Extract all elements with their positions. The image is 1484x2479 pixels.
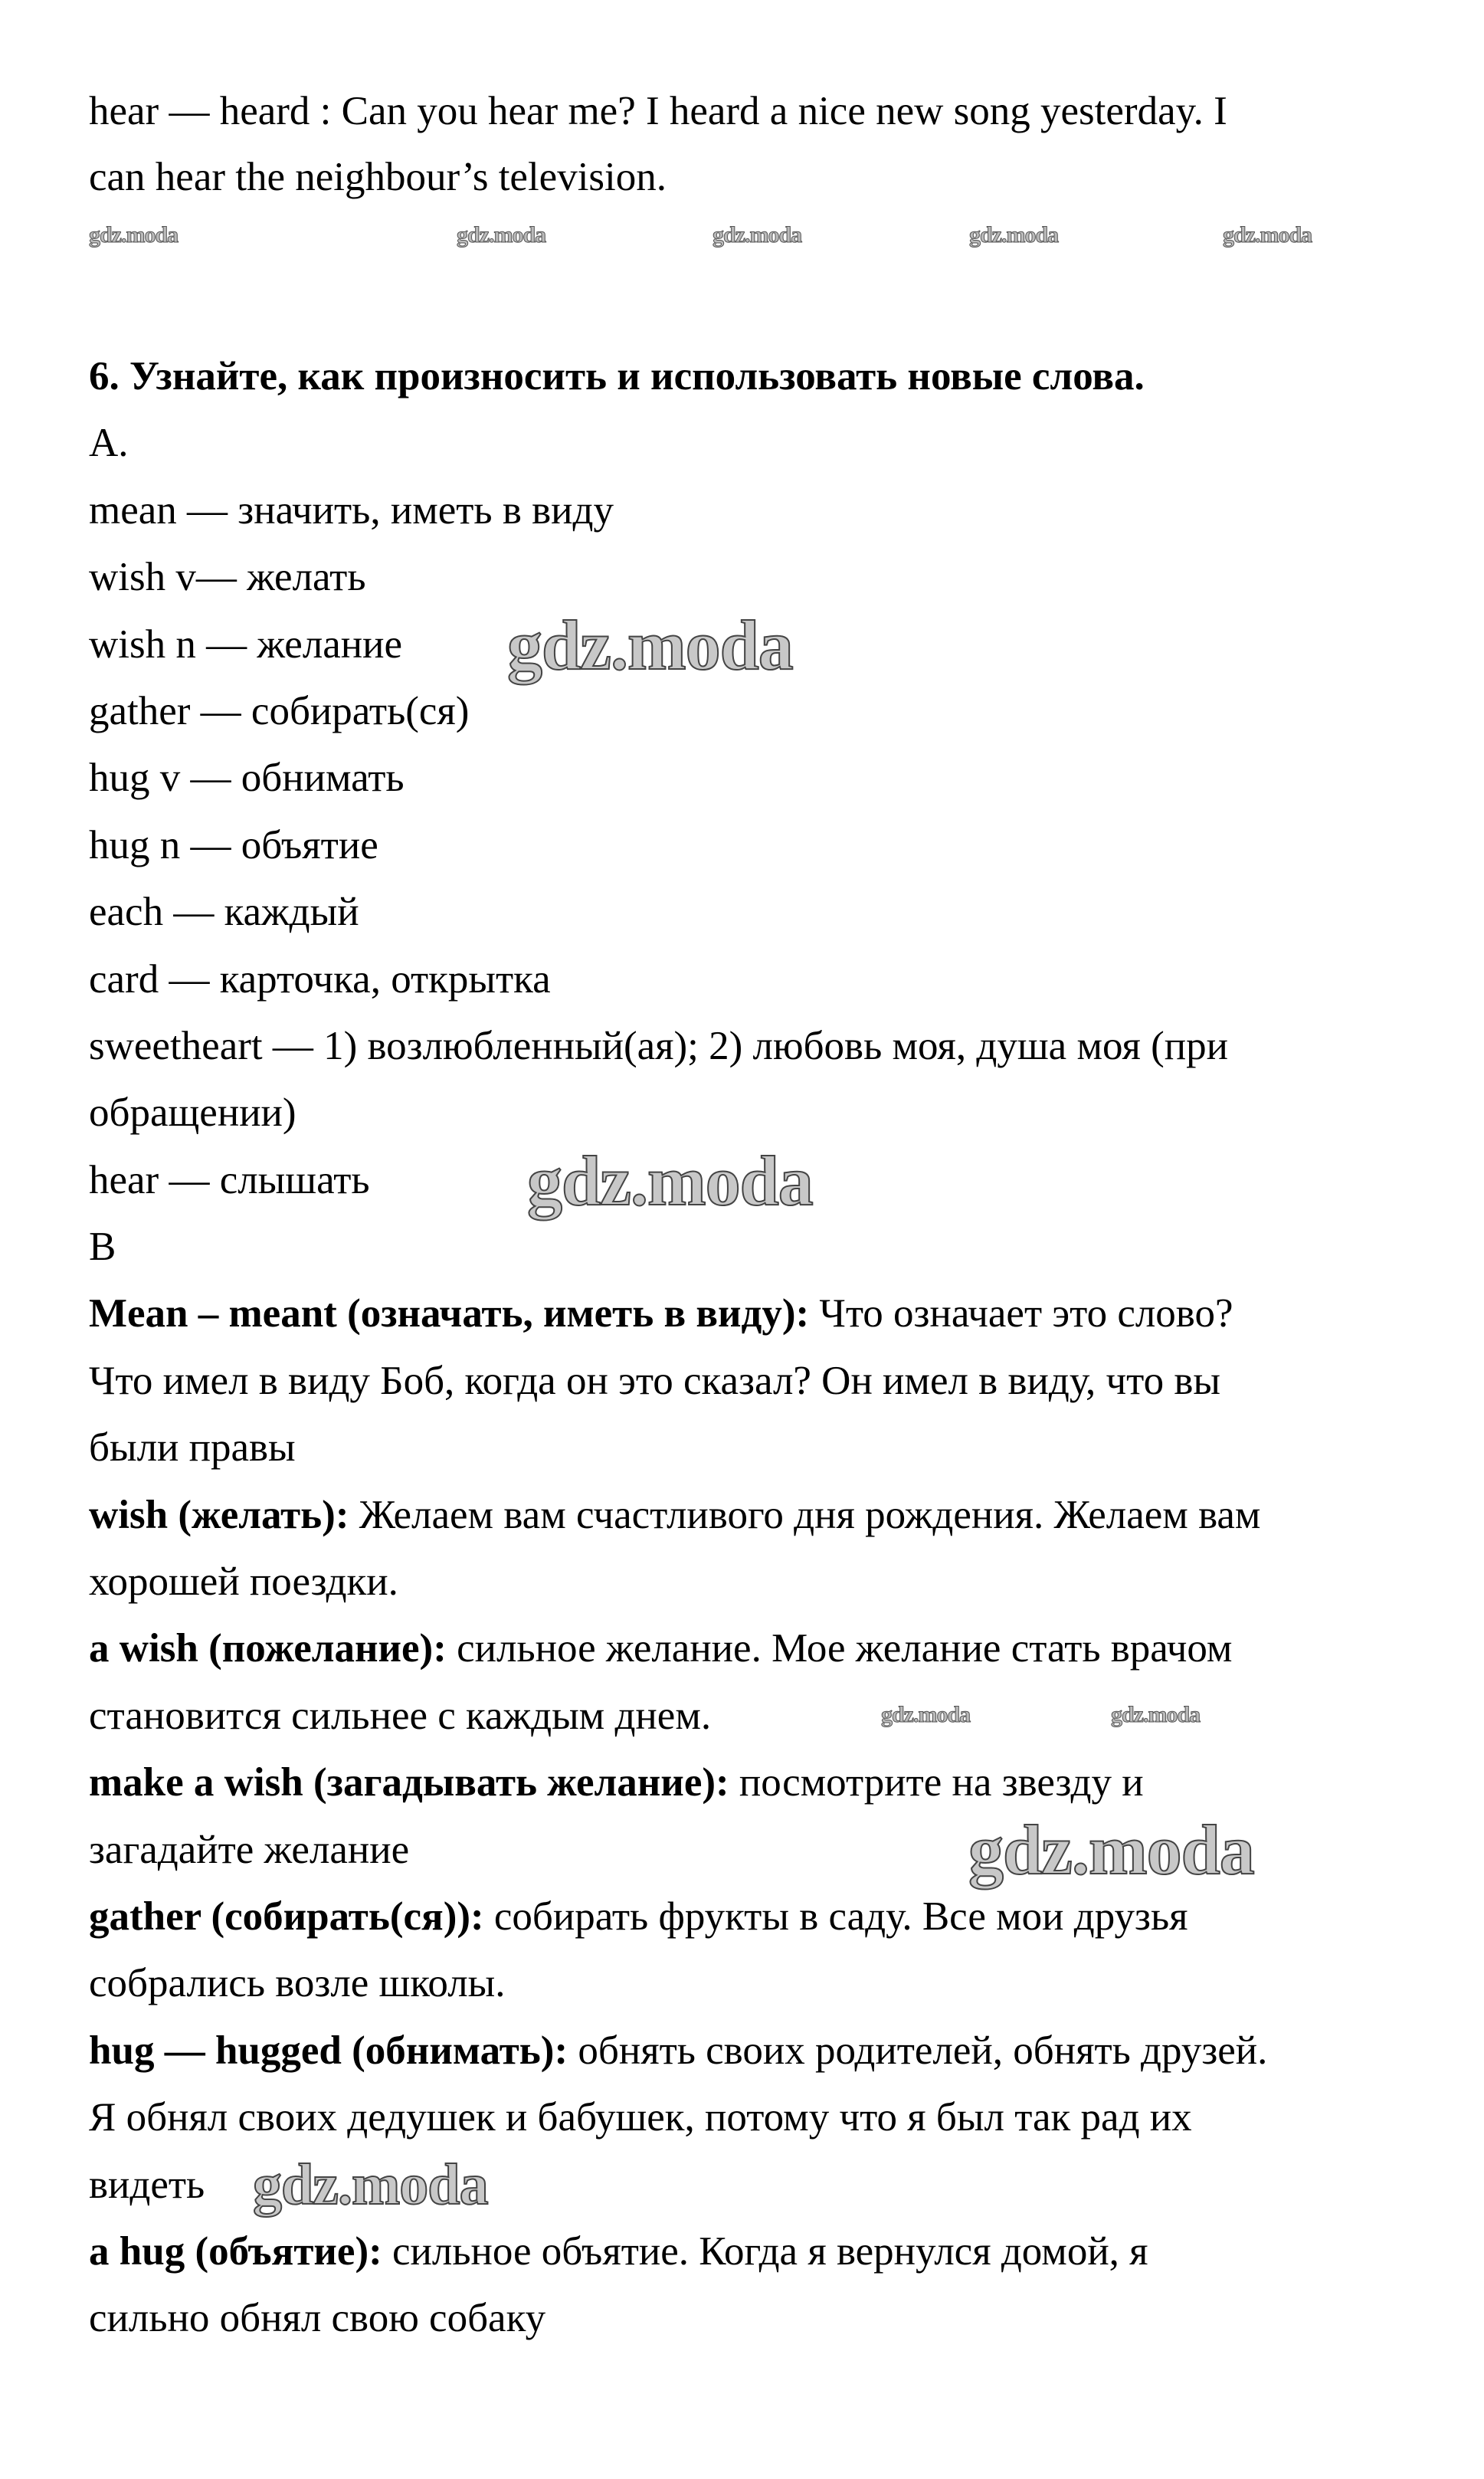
- example-text: Что означает это слово?: [809, 1291, 1233, 1336]
- example-line: [89, 1415, 296, 1481]
- example-text: обнять своих родителей, обнять друзей.: [568, 2028, 1268, 2073]
- example-text: сильно обнял свою собаку: [89, 2296, 546, 2341]
- example-text: собрались возле школы.: [89, 1961, 506, 2006]
- vocabulary-list: [89, 477, 1267, 1220]
- example-line: [89, 1817, 409, 1884]
- example-line: [89, 2084, 1192, 2151]
- example-line: [89, 1549, 398, 1615]
- watermark: gdz.moda: [507, 606, 793, 684]
- example-text: сильное желание. Мое желание стать врачом: [446, 1626, 1233, 1671]
- vocab-item: wish v— желать: [89, 555, 366, 600]
- watermark: gdz.moda: [89, 222, 179, 248]
- term-label: wish (желать):: [89, 1492, 349, 1537]
- term-label: hug — hugged (обнимать):: [89, 2028, 568, 2073]
- example-text: хорошей поездки.: [89, 1559, 398, 1605]
- example-line: [89, 1348, 1220, 1415]
- vocab-item: mean — значить, иметь в виду: [89, 487, 614, 533]
- text-line: hear — heard : Can you hear me? I heard a nice new song yesterday. I: [89, 89, 1227, 133]
- example-line: [89, 2018, 1267, 2084]
- example-line: [89, 1950, 506, 2017]
- watermark: gdz.moda: [713, 222, 802, 248]
- example-text: посмотрите на звезду и: [729, 1760, 1144, 1805]
- example-line: [89, 2152, 205, 2218]
- term-label: a hug (объятие):: [89, 2228, 382, 2274]
- example-line: [89, 1482, 1260, 1549]
- exercise-heading: [89, 343, 1145, 410]
- vocab-item: hug n — объятие: [89, 822, 378, 867]
- example-text: видеть: [89, 2162, 205, 2207]
- example-text: Я обнял своих дедушек и бабушек, потому что я был так рад их: [89, 2095, 1192, 2140]
- example-text: становится сильнее с каждым днем.: [89, 1693, 712, 1738]
- term-label: a wish (пожелание):: [89, 1626, 447, 1671]
- section-a-label: A.: [89, 421, 129, 466]
- example-text: загадайте желание: [89, 1827, 410, 1872]
- vocab-item: each — каждый: [89, 890, 359, 935]
- example-line: [89, 1280, 1233, 1347]
- watermark: gdz.moda: [457, 222, 546, 248]
- watermark: gdz.moda: [1111, 1702, 1201, 1727]
- watermark: gdz.moda: [1223, 222, 1312, 248]
- example-line: [89, 1683, 711, 1749]
- vocab-item: wish n — желание: [89, 621, 403, 667]
- vocab-item: gather — собирать(ся): [89, 688, 470, 733]
- example-line: [89, 2218, 1148, 2285]
- watermark: gdz.moda: [253, 2153, 488, 2217]
- watermark: gdz.moda: [881, 1702, 971, 1727]
- example-line: [89, 1884, 1188, 1950]
- example-text: сильное объятие. Когда я вернулся домой, я: [382, 2228, 1148, 2274]
- intro-paragraph: [89, 78, 1227, 210]
- term-label: make a wish (загадывать желание):: [89, 1760, 729, 1805]
- example-text: Что имел в виду Боб, когда он это сказал? Он имел в виду, что вы: [89, 1358, 1221, 1403]
- heading-text: 6. Узнайте, как произносить и использовать новые слова.: [89, 354, 1145, 398]
- vocab-item: hug v — обнимать: [89, 756, 405, 801]
- example-text: были правы: [89, 1425, 296, 1471]
- example-text: Желаем вам счастливого дня рождения. Желаем вам: [349, 1492, 1261, 1537]
- term-label: Mean – meant (означать, иметь в виду):: [89, 1291, 810, 1336]
- watermark: gdz.moda: [968, 1811, 1254, 1889]
- term-label: gather (собирать(ся)):: [89, 1894, 484, 1939]
- example-line: [89, 1749, 1144, 1816]
- example-line: [89, 2285, 545, 2352]
- vocab-item: обращении): [89, 1090, 296, 1136]
- vocab-item: sweetheart — 1) возлюбленный(ая); 2) любовь моя, душа моя (при: [89, 1023, 1228, 1068]
- vocab-item: card — карточка, открытка: [89, 956, 551, 1002]
- example-text: собирать фрукты в саду. Все мои друзья: [483, 1894, 1188, 1939]
- example-line: [89, 1615, 1232, 1682]
- section-b-label: B: [89, 1225, 116, 1270]
- watermark: gdz.moda: [969, 222, 1059, 248]
- vocab-item: hear — слышать: [89, 1157, 370, 1202]
- watermark: gdz.moda: [527, 1142, 813, 1220]
- text-line: can hear the neighbour’s television.: [89, 155, 667, 199]
